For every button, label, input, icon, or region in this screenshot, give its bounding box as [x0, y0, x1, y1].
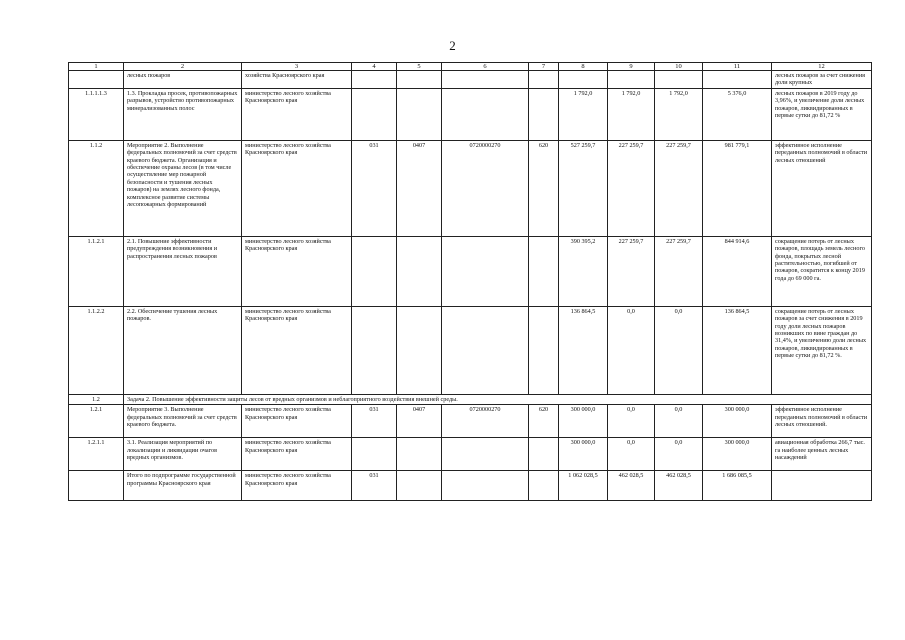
- table-row: [69, 306, 872, 394]
- column-header: 11: [703, 63, 772, 71]
- row-csr: 0720000270: [442, 140, 529, 236]
- row-executor: министерство лесного хозяйства Красноярского края: [242, 405, 352, 438]
- row-year3: 0,0: [655, 306, 703, 394]
- row-total: 300 000,0: [703, 438, 772, 471]
- row-year3: 227 259,7: [655, 236, 703, 306]
- row-year2: 0,0: [608, 306, 655, 394]
- task-text: Задача 2. Повышение эффективности защиты лесов от вредных организмов и неблагоприятного воздействия внешней среды.: [124, 394, 872, 404]
- row-executor: министерство лесного хозяйства Красноярского края: [242, 306, 352, 394]
- row-year1: 1 062 028,5: [559, 471, 608, 501]
- row-rzpr: [397, 71, 442, 89]
- row-year2: 227 259,7: [608, 236, 655, 306]
- column-header: 10: [655, 63, 703, 71]
- row-grbs: 031: [352, 471, 397, 501]
- row-year1: 1 792,0: [559, 88, 608, 140]
- row-rzpr: 0407: [397, 140, 442, 236]
- table-row: [69, 471, 872, 501]
- row-total: 844 914,6: [703, 236, 772, 306]
- row-year2: 0,0: [608, 438, 655, 471]
- row-year3: 462 028,5: [655, 471, 703, 501]
- task-code: 1.2: [69, 394, 124, 404]
- row-grbs: 031: [352, 405, 397, 438]
- row-result: лесных пожаров в 2019 году до 3,96%, и увеличение доли лесных пожаров, ликвидированных в первые сутки до 81,72 %: [772, 88, 872, 140]
- row-code: 1.1.1.1.3: [69, 88, 124, 140]
- row-executor: министерство лесного хозяйства Красноярского края: [242, 438, 352, 471]
- header-row: [69, 63, 872, 71]
- row-csr: [442, 471, 529, 501]
- row-grbs: [352, 88, 397, 140]
- column-header: 1: [69, 63, 124, 71]
- table-row: [69, 405, 872, 438]
- row-rzpr: 0407: [397, 405, 442, 438]
- row-name: Мероприятие 3. Выполнение федеральных полномочий за счет средств краевого бюджета.: [124, 405, 242, 438]
- row-csr: [442, 88, 529, 140]
- row-rzpr: [397, 471, 442, 501]
- row-year3: 227 259,7: [655, 140, 703, 236]
- row-name: лесных пожаров: [124, 71, 242, 89]
- row-year2: 0,0: [608, 405, 655, 438]
- row-code: [69, 471, 124, 501]
- row-name: Итого по подпрограмме государственной программы Красноярского края: [124, 471, 242, 501]
- row-total: 981 779,1: [703, 140, 772, 236]
- row-grbs: [352, 71, 397, 89]
- row-total: 300 000,0: [703, 405, 772, 438]
- row-vr: [529, 236, 559, 306]
- row-result: [772, 471, 872, 501]
- column-header: 12: [772, 63, 872, 71]
- column-header: 8: [559, 63, 608, 71]
- column-header: 9: [608, 63, 655, 71]
- row-year1: [559, 71, 608, 89]
- row-year2: 227 259,7: [608, 140, 655, 236]
- row-result: авиационная обработка 266,7 тыс. га наиболее ценных лесных насаждений: [772, 438, 872, 471]
- row-result: сокращение потерь от лесных пожаров, площадь земель лесного фонда, покрытых лесной растительностью, погибшей от пожаров, сократится к концу 2019 года до 69 000 га.: [772, 236, 872, 306]
- row-name: 3.1. Реализация мероприятий по локализации и ликвидации очагов вредных организмов.: [124, 438, 242, 471]
- task-row: [69, 394, 872, 404]
- table-row: [69, 140, 872, 236]
- row-year2: 1 792,0: [608, 88, 655, 140]
- row-rzpr: [397, 438, 442, 471]
- program-table: [68, 62, 872, 501]
- row-csr: 0720000270: [442, 405, 529, 438]
- row-executor: министерство лесного хозяйства Красноярского края: [242, 140, 352, 236]
- table-row: [69, 88, 872, 140]
- row-grbs: [352, 306, 397, 394]
- row-result: эффективное исполнение переданных полномочий в области лесных отношений: [772, 140, 872, 236]
- row-year3: 1 792,0: [655, 88, 703, 140]
- row-year1: 136 864,5: [559, 306, 608, 394]
- row-result: эффективное исполнение переданных полномочий в области лесных отношений.: [772, 405, 872, 438]
- row-name: 2.2. Обеспечение тушения лесных пожаров.: [124, 306, 242, 394]
- row-grbs: [352, 236, 397, 306]
- row-vr: [529, 438, 559, 471]
- column-header: 5: [397, 63, 442, 71]
- row-executor: хозяйства Красноярского края: [242, 71, 352, 89]
- row-name: 2.1. Повышение эффективности предупреждения возникновения и распространения лесных пожаров: [124, 236, 242, 306]
- row-year2: 462 028,5: [608, 471, 655, 501]
- row-vr: 620: [529, 405, 559, 438]
- column-header: 6: [442, 63, 529, 71]
- column-header: 7: [529, 63, 559, 71]
- row-rzpr: [397, 88, 442, 140]
- row-grbs: [352, 438, 397, 471]
- row-csr: [442, 236, 529, 306]
- table-row: [69, 71, 872, 89]
- row-executor: министерство лесного хозяйства Красноярского края: [242, 88, 352, 140]
- row-executor: министерство лесного хозяйства Красноярского края: [242, 471, 352, 501]
- row-code: 1.2.1: [69, 405, 124, 438]
- row-total: [703, 71, 772, 89]
- row-rzpr: [397, 236, 442, 306]
- row-year3: [655, 71, 703, 89]
- column-header: 2: [124, 63, 242, 71]
- row-result: сокращение потерь от лесных пожаров за счет снижения в 2019 году доли лесных пожаров возникших по вине граждан до 31,4%, и увеличению доли лесных пожаров, ликвидированных в первые сутки до 81,72 %.: [772, 306, 872, 394]
- column-header: 3: [242, 63, 352, 71]
- row-year1: 300 000,0: [559, 405, 608, 438]
- row-csr: [442, 306, 529, 394]
- row-vr: [529, 306, 559, 394]
- row-code: 1.1.2.2: [69, 306, 124, 394]
- row-year3: 0,0: [655, 438, 703, 471]
- row-code: [69, 71, 124, 89]
- row-code: 1.1.2: [69, 140, 124, 236]
- row-code: 1.1.2.1: [69, 236, 124, 306]
- row-year1: 300 000,0: [559, 438, 608, 471]
- row-year2: [608, 71, 655, 89]
- row-total: 1 686 085,5: [703, 471, 772, 501]
- row-executor: министерство лесного хозяйства Красноярского края: [242, 236, 352, 306]
- row-grbs: 031: [352, 140, 397, 236]
- row-vr: 620: [529, 140, 559, 236]
- row-total: 5 376,0: [703, 88, 772, 140]
- row-code: 1.2.1.1: [69, 438, 124, 471]
- row-total: 136 864,5: [703, 306, 772, 394]
- column-header: 4: [352, 63, 397, 71]
- table-row: [69, 438, 872, 471]
- row-name: 1.3. Прокладка просек, противопожарных разрывов, устройство противопожарных минерализованных полос: [124, 88, 242, 140]
- page-number: 2: [449, 38, 456, 53]
- table-row: [69, 236, 872, 306]
- row-csr: [442, 71, 529, 89]
- row-vr: [529, 471, 559, 501]
- row-year1: 527 259,7: [559, 140, 608, 236]
- row-rzpr: [397, 306, 442, 394]
- row-result: лесных пожаров за счет снижения доли крупных: [772, 71, 872, 89]
- row-year1: 390 395,2: [559, 236, 608, 306]
- row-year3: 0,0: [655, 405, 703, 438]
- table-body: [69, 63, 872, 501]
- row-vr: [529, 71, 559, 89]
- row-vr: [529, 88, 559, 140]
- row-name: Мероприятие 2. Выполнение федеральных полномочий за счет средств краевого бюджета. Организация и обеспечение охраны лесов (в том числе осуществление мер пожарной безопасности и тушения лесных пожаров) на землях лесного фонда, комплексное развитие системы лесопожарных формирований: [124, 140, 242, 236]
- row-csr: [442, 438, 529, 471]
